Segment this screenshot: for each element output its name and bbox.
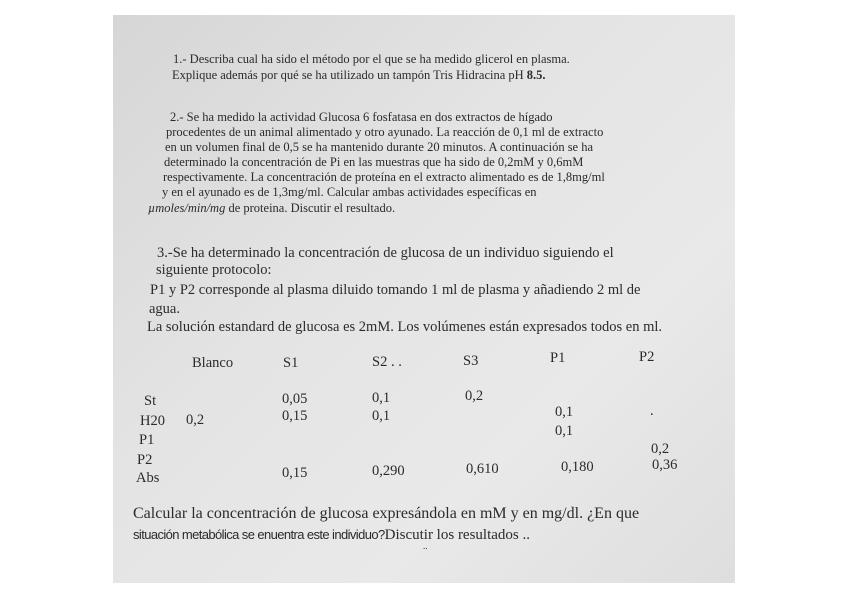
cell-h2o-p2: .	[650, 403, 654, 419]
cell-h2o-p1: 0,1	[555, 404, 574, 420]
row-label-p1: P1	[139, 432, 155, 448]
cell-st-s3: 0,2	[465, 388, 484, 404]
q3-line-3: P1 y P2 corresponde al plasma diluido tomando 1 ml de plasma y añadiendo 2 ml de	[150, 282, 641, 298]
cell-st-s2: 0,1	[372, 390, 391, 406]
cell-abs-p2: 0,36	[652, 457, 678, 473]
q2-line-4: determinado la concentración de Pi en las muestras que ha sido de 0,2mM y 0,6mM	[164, 155, 584, 169]
col-header-s2: S2 . .	[372, 354, 402, 370]
cell-abs-s3: 0,610	[466, 461, 499, 477]
q2-line-6: y en el ayunado es de 1,3mg/ml. Calcular ambas actividades específicas en	[162, 185, 537, 199]
cell-h2o-s1: 0,15	[282, 408, 308, 424]
cell-p1-p1: 0,1	[555, 423, 574, 439]
q1-ph-value: 8.5.	[526, 68, 546, 82]
q3-closing-line-2-serif: Discutir los resultados ..	[384, 527, 531, 543]
q3-closing-line-2-sans: situación metabólica se enuentra este individuo?	[133, 527, 385, 542]
q2-last-line: de proteina. Discutir el resultado.	[225, 201, 396, 215]
trailing-dots: ..	[423, 541, 428, 551]
q2-line-3: en un volumen final de 0,5 se ha mantenido durante 20 minutos. A continuación se ha	[165, 140, 594, 154]
q3-line-2: siguiente protocolo:	[156, 262, 272, 278]
col-header-p1: P1	[550, 350, 566, 366]
row-label-h2o: H20	[140, 413, 165, 429]
cell-p2-p2: 0,2	[651, 441, 670, 457]
row-label-abs: Abs	[136, 470, 160, 486]
cell-abs-s1: 0,15	[282, 465, 308, 481]
q1-line-2	[172, 69, 546, 82]
q3-line-1: 3.-Se ha determinado la concentración de glucosa de un individuo siguiendo el	[157, 245, 614, 261]
row-label-p2: P2	[137, 452, 153, 468]
q1-line-1: 1.- Describa cual ha sido el método por el que se ha medido glicerol en plasma.	[173, 52, 570, 66]
col-header-blanco: Blanco	[192, 355, 234, 371]
q3-closing-line-1: Calcular la concentración de glucosa expresándola en mM y en mg/dl. ¿En que	[133, 505, 640, 522]
cell-h2o-s2: 0,1	[372, 408, 391, 424]
q2-line-7	[148, 202, 395, 215]
q1-line-2-text: Explique además por qué se ha utilizado un tampón Tris Hidracina pH	[172, 68, 524, 82]
q3-line-5: La solución estandard de glucosa es 2mM. Los volúmenes están expresados todos en ml.	[147, 319, 663, 335]
q2-units: µmoles/min/mg	[148, 201, 226, 215]
col-header-p2: P2	[639, 349, 655, 365]
q2-line-2: procedentes de un animal alimentado y otro ayunado. La reacción de 0,1 ml de extracto	[166, 125, 604, 139]
q3-closing-line-2	[133, 528, 530, 543]
exam-sheet	[113, 15, 735, 583]
cell-st-s1: 0,05	[282, 391, 308, 407]
q3-line-4: agua.	[149, 301, 180, 317]
row-label-st: St	[144, 393, 157, 409]
cell-abs-s2: 0,290	[372, 463, 405, 479]
q2-line-5: respectivamente. La concentración de proteína en el extracto alimentado es de 1,8mg/ml	[163, 170, 605, 184]
col-header-s3: S3	[463, 353, 479, 369]
q2-line-1: 2.- Se ha medido la actividad Glucosa 6 fosfatasa en dos extractos de hígado	[170, 110, 553, 124]
cell-abs-p1: 0,180	[561, 459, 594, 475]
cell-h2o-blanco: 0,2	[186, 412, 205, 428]
col-header-s1: S1	[283, 355, 299, 371]
